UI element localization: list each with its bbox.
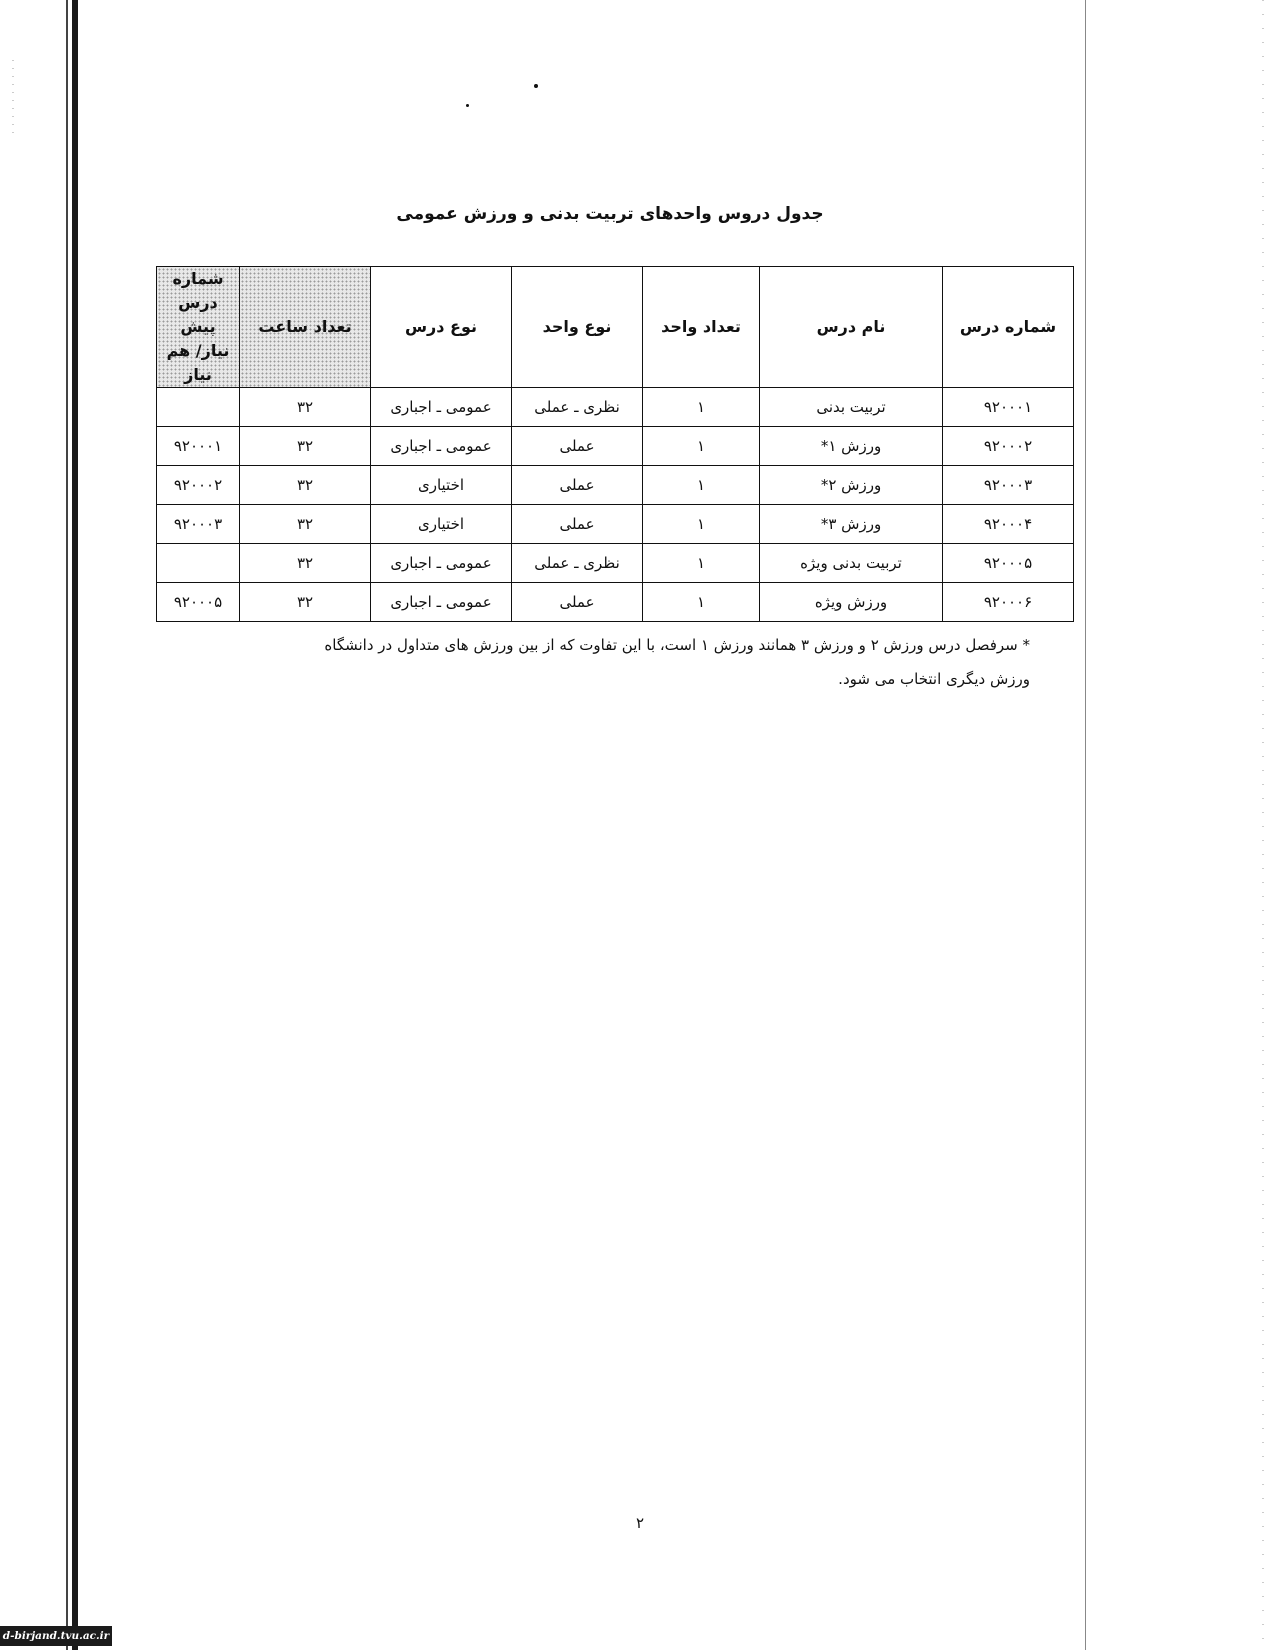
table-row	[157, 544, 1074, 583]
header-prerequisite-line1: شماره درس	[172, 269, 224, 312]
cell-hours: ۳۲	[240, 388, 371, 427]
cell-prerequisite: ۹۲۰۰۰۳	[157, 505, 240, 544]
cell-unit-count: ۱	[643, 427, 760, 466]
cell-prerequisite: ۹۲۰۰۰۱	[157, 427, 240, 466]
cell-unit-type: عملی	[512, 427, 643, 466]
cell-course-type: اختیاری	[371, 505, 512, 544]
site-watermark: d-birjand.tvu.ac.ir	[0, 1626, 112, 1646]
courses-table	[156, 266, 1074, 622]
cell-prerequisite: ۹۲۰۰۰۵	[157, 583, 240, 622]
cell-unit-count: ۱	[643, 583, 760, 622]
header-course-type: نوع درس	[371, 267, 512, 388]
scan-edge-left	[72, 0, 78, 1650]
table-header-row	[157, 267, 1074, 388]
cell-course-type: عمومی ـ اجباری	[371, 544, 512, 583]
table-row	[157, 388, 1074, 427]
cell-unit-type: عملی	[512, 583, 643, 622]
scan-speck	[466, 104, 469, 107]
cell-hours: ۳۲	[240, 427, 371, 466]
cell-course-type: عمومی ـ اجباری	[371, 583, 512, 622]
cell-course-number: ۹۲۰۰۰۴	[943, 505, 1074, 544]
header-prerequisite	[157, 267, 240, 388]
cell-course-name: ورزش ۱*	[760, 427, 943, 466]
page-number: ۲	[635, 1514, 645, 1532]
cell-course-type: عمومی ـ اجباری	[371, 388, 512, 427]
document-title: جدول دروس واحدهای تربیت بدنی و ورزش عمومی	[396, 204, 824, 224]
scan-speck	[534, 84, 538, 88]
scan-dotted-margin-right	[1262, 0, 1264, 1650]
cell-prerequisite	[157, 388, 240, 427]
cell-unit-type: عملی	[512, 505, 643, 544]
cell-course-name: ورزش ۳*	[760, 505, 943, 544]
cell-course-number: ۹۲۰۰۰۲	[943, 427, 1074, 466]
table-row	[157, 466, 1074, 505]
cell-course-number: ۹۲۰۰۰۱	[943, 388, 1074, 427]
header-unit-count: تعداد واحد	[643, 267, 760, 388]
scan-edge-right	[1085, 0, 1086, 1650]
header-hours: تعداد ساعت	[240, 267, 371, 388]
cell-prerequisite	[157, 544, 240, 583]
cell-course-number: ۹۲۰۰۰۵	[943, 544, 1074, 583]
cell-hours: ۳۲	[240, 466, 371, 505]
cell-unit-count: ۱	[643, 388, 760, 427]
cell-unit-type: نظری ـ عملی	[512, 388, 643, 427]
cell-unit-type: نظری ـ عملی	[512, 544, 643, 583]
cell-course-number: ۹۲۰۰۰۶	[943, 583, 1074, 622]
cell-unit-count: ۱	[643, 544, 760, 583]
cell-unit-type: عملی	[512, 466, 643, 505]
cell-hours: ۳۲	[240, 544, 371, 583]
scan-edge-left-thin	[66, 0, 68, 1650]
scan-dotted-margin-left	[12, 60, 14, 140]
cell-prerequisite: ۹۲۰۰۰۲	[157, 466, 240, 505]
cell-course-name: تربیت بدنی ویژه	[760, 544, 943, 583]
footnote-line-1: * سرفصل درس ورزش ۲ و ورزش ۳ همانند ورزش ۱ است، با این تفاوت که از بین ورزش های متداول در دانشگاه	[324, 636, 1030, 654]
table-row	[157, 427, 1074, 466]
cell-hours: ۳۲	[240, 505, 371, 544]
footnote	[240, 628, 1030, 696]
cell-course-name: تربیت بدنی	[760, 388, 943, 427]
cell-unit-count: ۱	[643, 505, 760, 544]
cell-course-name: ورزش ۲*	[760, 466, 943, 505]
cell-unit-count: ۱	[643, 466, 760, 505]
header-unit-type: نوع واحد	[512, 267, 643, 388]
cell-course-name: ورزش ویژه	[760, 583, 943, 622]
header-course-name: نام درس	[760, 267, 943, 388]
header-course-number: شماره درس	[943, 267, 1074, 388]
cell-course-type: عمومی ـ اجباری	[371, 427, 512, 466]
table-row	[157, 505, 1074, 544]
cell-course-number: ۹۲۰۰۰۳	[943, 466, 1074, 505]
cell-course-type: اختیاری	[371, 466, 512, 505]
header-prerequisite-line2: پیش نیاز/ هم نیاز	[166, 317, 230, 384]
cell-hours: ۳۲	[240, 583, 371, 622]
footnote-line-2: ورزش دیگری انتخاب می شود.	[838, 670, 1030, 688]
table-row	[157, 583, 1074, 622]
